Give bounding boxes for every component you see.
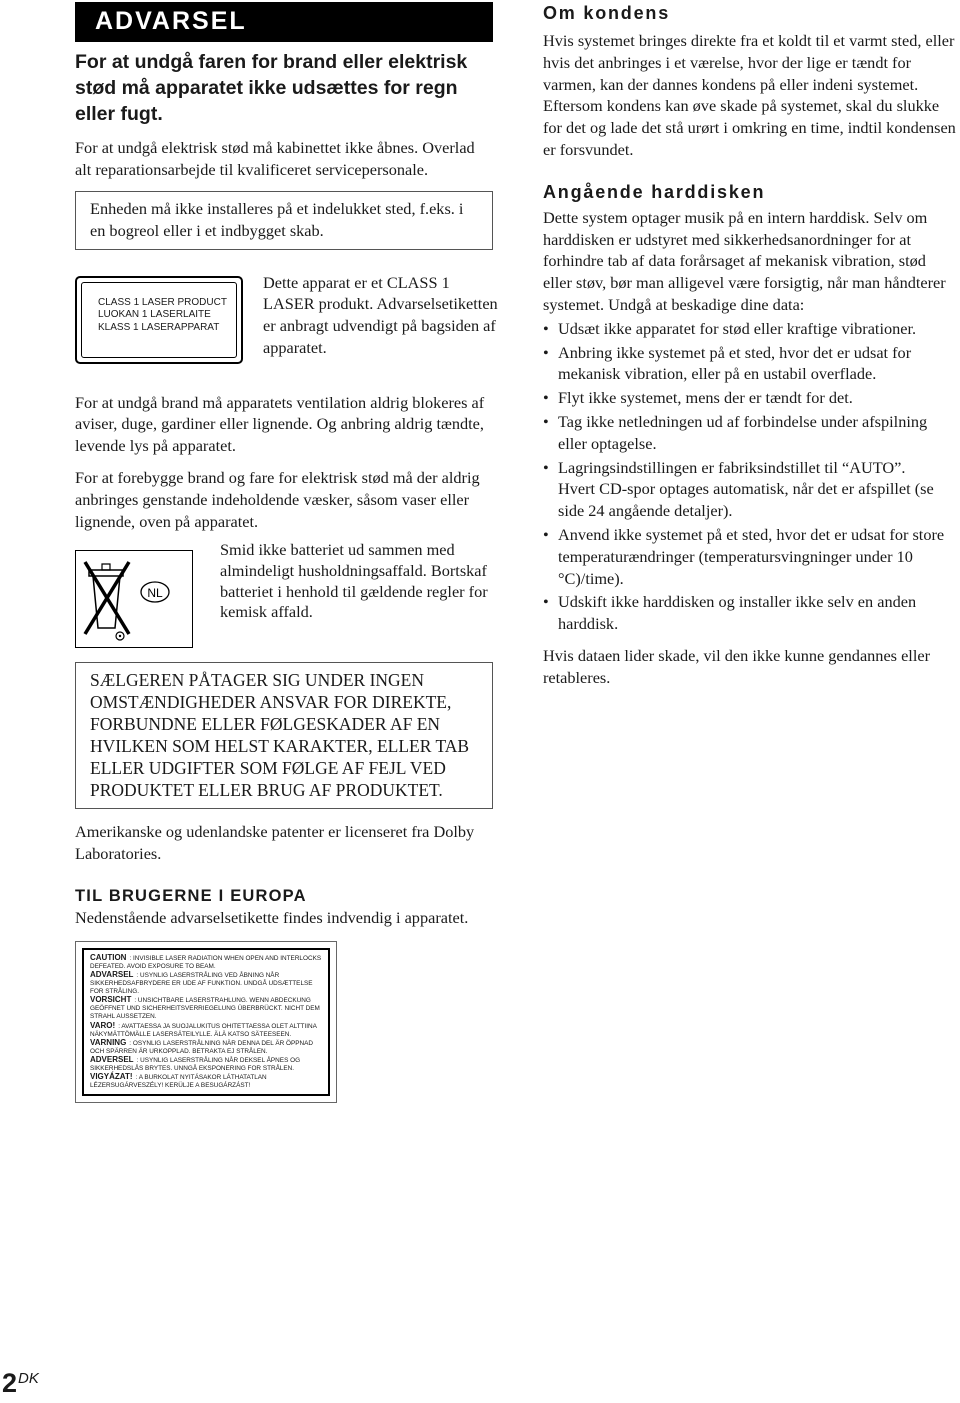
crossed-bin-icon [75,550,193,648]
laser-product-section [75,262,498,392]
harddisk-bullet-note: Hvert CD-spor optages automatisk, når det er afspillet (se side 24 angående detaljer). [558,479,934,521]
caution-label-word: VARNING [90,1037,127,1047]
caution-label-word: ADVERSEL [90,1054,134,1064]
caution-label-row [90,954,322,971]
caution-label-text: : INVISIBLE LASER RADIATION WHEN OPEN AND INTERLOCKS DEFEATED. AVOID EXPOSURE TO BEAM. [90,954,322,970]
warning-headline: For at undgå faren for brand eller elektrisk stød må apparatet ikke udsættes for regn eller fugt. [75,51,468,125]
caution-label-word: ADVARSEL [90,969,134,979]
caution-label-row [90,971,322,996]
battery-disposal-section [75,540,493,652]
harddisk-closing-text: Hvis dataen lider skade, vil den ikke kunne gendannes eller retableres. [543,645,931,687]
seller-disclaimer-box: SÆLGEREN PÅTAGER SIG UNDER INGEN OMSTÆNDIGHEDER ANSVAR FOR DIREKTE, FORBUNDNE ELLER FØLGESKADER AF EN HVILKEN SOM HELST KARAKTER, ELLER TAB ELLER UDGIFTER SOM FØLGE AF FEJL VED PRODUKTET ELLER BRUG AF PRODUKTET. [75,662,493,809]
class1-laser-label [75,276,243,364]
ventilation-warning-text: For at undgå brand må apparatets ventilation aldrig blokeres af aviser, duge, gardiner eller lignende. Og anbring aldrig tændte, levende lys på apparatet. [75,392,485,456]
page-number [2,1368,39,1399]
caution-label-text: : USYNLIG LASERSTRÅLING VED ÅBNING NÅR SIKKERHEDSAFBRYDERE ER UDE AF FUNKTION. UNDGÅ UDSÆTTELSE FOR STRÅLING. [90,971,313,996]
caution-label-text: : AVATTAESSA JA SUOJALUKITUS OHITETTAESSA OLET ALTTIINA NÄKYMÄTTÖMÄLLE LASERSÄTEILYLLE. ÄLÄ KATSO SÄTEESEEN. [90,1022,317,1038]
condensation-heading: Om kondens [543,3,671,23]
caution-label-row [90,1073,322,1090]
battery-badge-text: NL [147,586,163,601]
caution-label-text: : A BURKOLAT NYITÁSAKOR LÁTHATATLAN LÉZERSUGÁRVESZÉLY! KERÜLJE A BESUGÁRZÁST! [90,1074,267,1090]
caution-label-text: : UNSICHTBARE LASERSTRAHLUNG. WENN ABDECKUNG GEÖFFNET UND SICHERHEITSVERRIEGELUNG ÜBERBRÜCKT. NICHT DEM STRAHL AUSSETZEN. [90,997,320,1021]
harddisk-bullet: • Tag ikke netledningen ud af forbindelse under afspilning eller optagelse. [543,411,958,455]
caution-label-row [90,1039,322,1056]
cabinet-warning-text: For at undgå elektrisk stød må kabinettet ikke åbnes. Overlad alt reparationsarbejde til kvalificeret servicepersonale. [75,138,475,179]
harddisk-bullet: • Udskift ikke harddisken og installer ikke selv en anden harddisk. [543,591,958,635]
harddisk-bullet: • Anbring ikke systemet på et sted, hvor det er udsat for mekanisk vibration, eller på en ustabil overflade. [543,342,958,386]
caution-laser-label [75,941,337,1103]
page-number-suffix: DK [18,1370,39,1387]
harddisk-bullet-auto [543,457,958,522]
europe-heading: TIL BRUGERNE I EUROPA [75,886,307,905]
dolby-patent-text: Amerikanske og udenlandske patenter er licenseret fra Dolby Laboratories. [75,822,475,864]
battery-disposal-text: Smid ikke batteriet ud sammen med almindeligt husholdningsaffald. Bortskaf batteriet i henhold til gældende regler for kemisk affald. [220,540,488,622]
laser-label-line: KLASS 1 LASERAPPARAT [98,321,220,333]
warning-banner: ADVARSEL [75,2,493,42]
right-column [543,2,958,689]
harddisk-intro-text: Dette system optager musik på en intern harddisk. Selv om harddisken er udstyret med sikkerhedsanordninger for at forhindre tab af data forårsaget af mekanisk vibration, stød eller støv, bør man alligevel være forsigtig, når man håndterer systemet. Undgå at beskadige dine data: [543,207,946,314]
caution-label-word: CAUTION [90,952,127,962]
left-column [75,2,498,1103]
liquid-warning-text: For at forebygge brand og fare for elektrisk stød må der aldrig anbringes genstande indeholdende væsker, såsom vaser eller lignende, oven på apparatet. [75,467,480,531]
caution-label-text: : OSYNLIG LASERSTRÅLNING NÄR DENNA DEL ÄR ÖPPNAD OCH SPÄRREN ÄR URKOPPLAD. BETRAKTA EJ STRÅLEN. [90,1039,314,1055]
harddisk-bullet: • Anvend ikke systemet på et sted, hvor det er udsat for store temperaturændringer (temperatursvingninger under 10 °C)/time). [543,524,958,589]
caution-label-text: : USYNLIG LASERSTRÅLING NÅR DEKSEL ÅPNES OG SIKKERHEDSLÅS BRYTES. UNNGÅ EKSPONERING FOR STRÅLEN. [90,1056,301,1072]
caution-label-row [90,1022,322,1039]
harddisk-heading: Angående harddisken [543,181,766,202]
harddisk-bullet: • Flyt ikke systemet, mens der er tændt for det. [543,387,958,409]
harddisk-bullet-list [543,318,958,635]
laser-label-line: CLASS 1 LASER PRODUCT [98,296,227,308]
caution-label-word: VARO! [90,1020,116,1030]
harddisk-bullet-text: Lagringsindstillingen er fabriksindstillet til “AUTO”. [558,457,906,477]
caution-label-word: VORSICHT [90,995,132,1005]
europe-text: Nedenstående advarselsetikette findes indvendig i apparatet. [75,907,469,927]
page-number-value: 2 [2,1368,18,1398]
harddisk-bullet: • Udsæt ikke apparatet for stød eller kraftige vibrationer. [543,318,958,340]
condensation-text: Hvis systemet bringes direkte fra et koldt til et varmt sted, eller hvis det anbringes i et værelse, hvor der lige er tændt for varmen, kan der dannes kondens på eller indeni systemet. Eftersom kondens kan øve skade på systemet, skal du slukke for det og lade det stå urørt i omkring en time, indtil kondensen er forsvundet. [543,31,956,159]
laser-label-line: LUOKAN 1 LASERLAITE [98,309,211,321]
caution-label-row [90,1056,322,1073]
caution-label-word: VIGYÁZAT! [90,1072,133,1082]
installation-warning-box: Enheden må ikke installeres på et indelukket sted, f.eks. i en bogreol eller i et indbygget skab. [75,191,493,250]
caution-label-row [90,996,322,1021]
laser-product-text: Dette apparat er et CLASS 1 LASER produkt. Advarselsetiketten er anbragt udvendigt på bagsiden af apparatet. [263,272,498,357]
